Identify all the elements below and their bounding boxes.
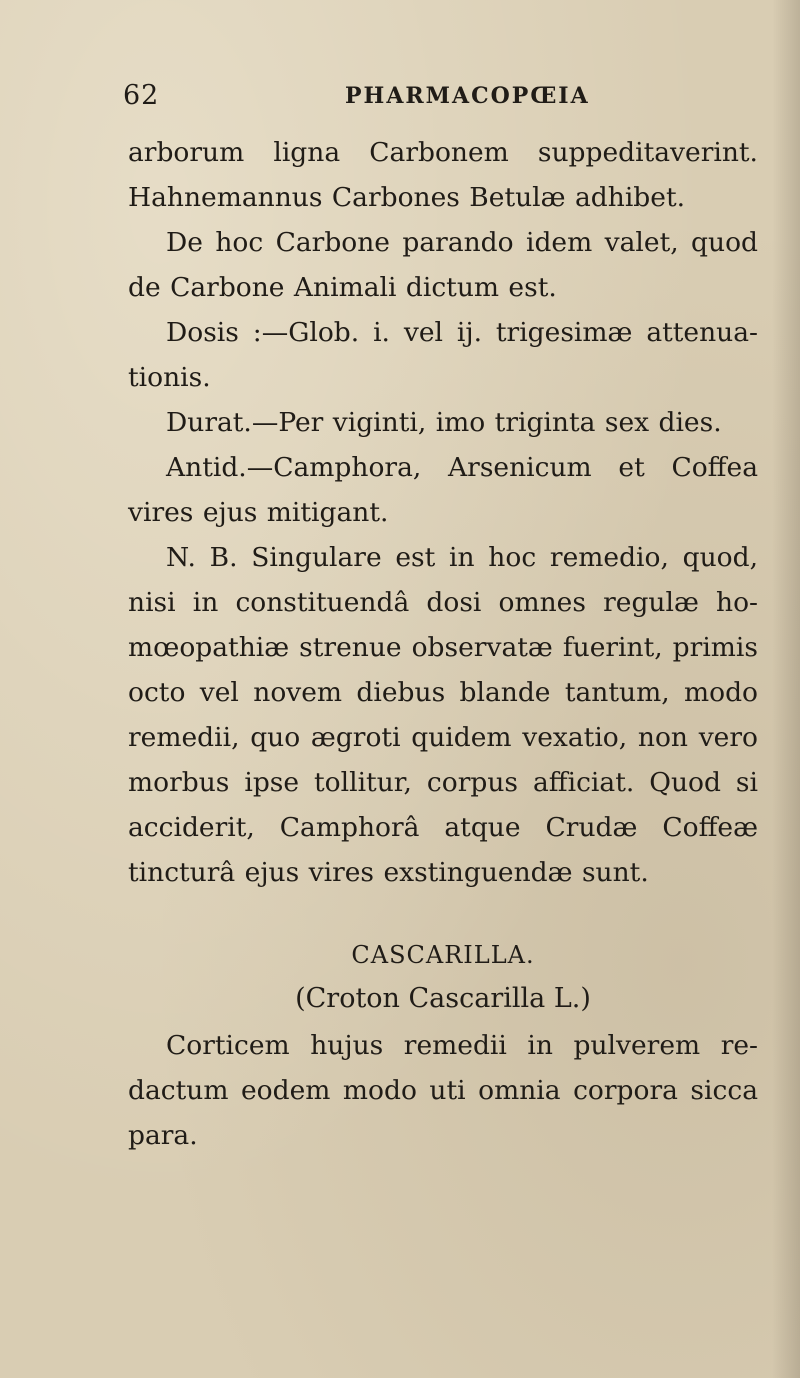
body-text xyxy=(128,130,758,1158)
paragraph-antidote: Antid.—Camphora, Arsenicum et Coffea vires ejus mitigant. xyxy=(128,452,758,528)
paragraph-cascarilla: Corticem hujus remedii in pulverem re- dactum eodem modo uti omnia corpora sicca para. xyxy=(128,1030,758,1151)
paragraph-preparation: De hoc Carbone parando idem valet, quod de Carbone Animali dictum est. xyxy=(128,227,758,303)
section-subheading: (Croton Cascarilla L.) xyxy=(295,983,591,1014)
running-head xyxy=(123,80,783,110)
page-edge-shadow xyxy=(772,0,800,1378)
running-title: PHARMACOPŒIA xyxy=(345,83,590,109)
section-heading: CASCARILLA. xyxy=(351,941,535,969)
page-number: 62 xyxy=(123,80,160,111)
paragraph-continuation: arborum ligna Carbonem suppeditaverint. Hahnemannus Carbones Betulæ adhibet. xyxy=(128,137,758,213)
paragraph-dosis: Dosis :—Glob. i. vel ij. trigesimæ attenua- tionis. xyxy=(128,317,758,393)
paragraph-nota-bene: N. B. Singulare est in hoc remedio, quod, nisi in constituendâ dosi omnes regulæ ho- mœopathiæ strenue observatæ fuerint, primis octo vel novem diebus blande tantum, modo remedii, quo ægroti quidem vexatio, non vero morbus ipse tollitur, corpus afficiat. Quod si acciderit, Camphorâ atque Crudæ Coffeæ tincturâ ejus vires exstinguendæ sunt. xyxy=(128,542,758,888)
paragraph-duration: Durat.—Per viginti, imo triginta sex dies. xyxy=(166,407,722,438)
